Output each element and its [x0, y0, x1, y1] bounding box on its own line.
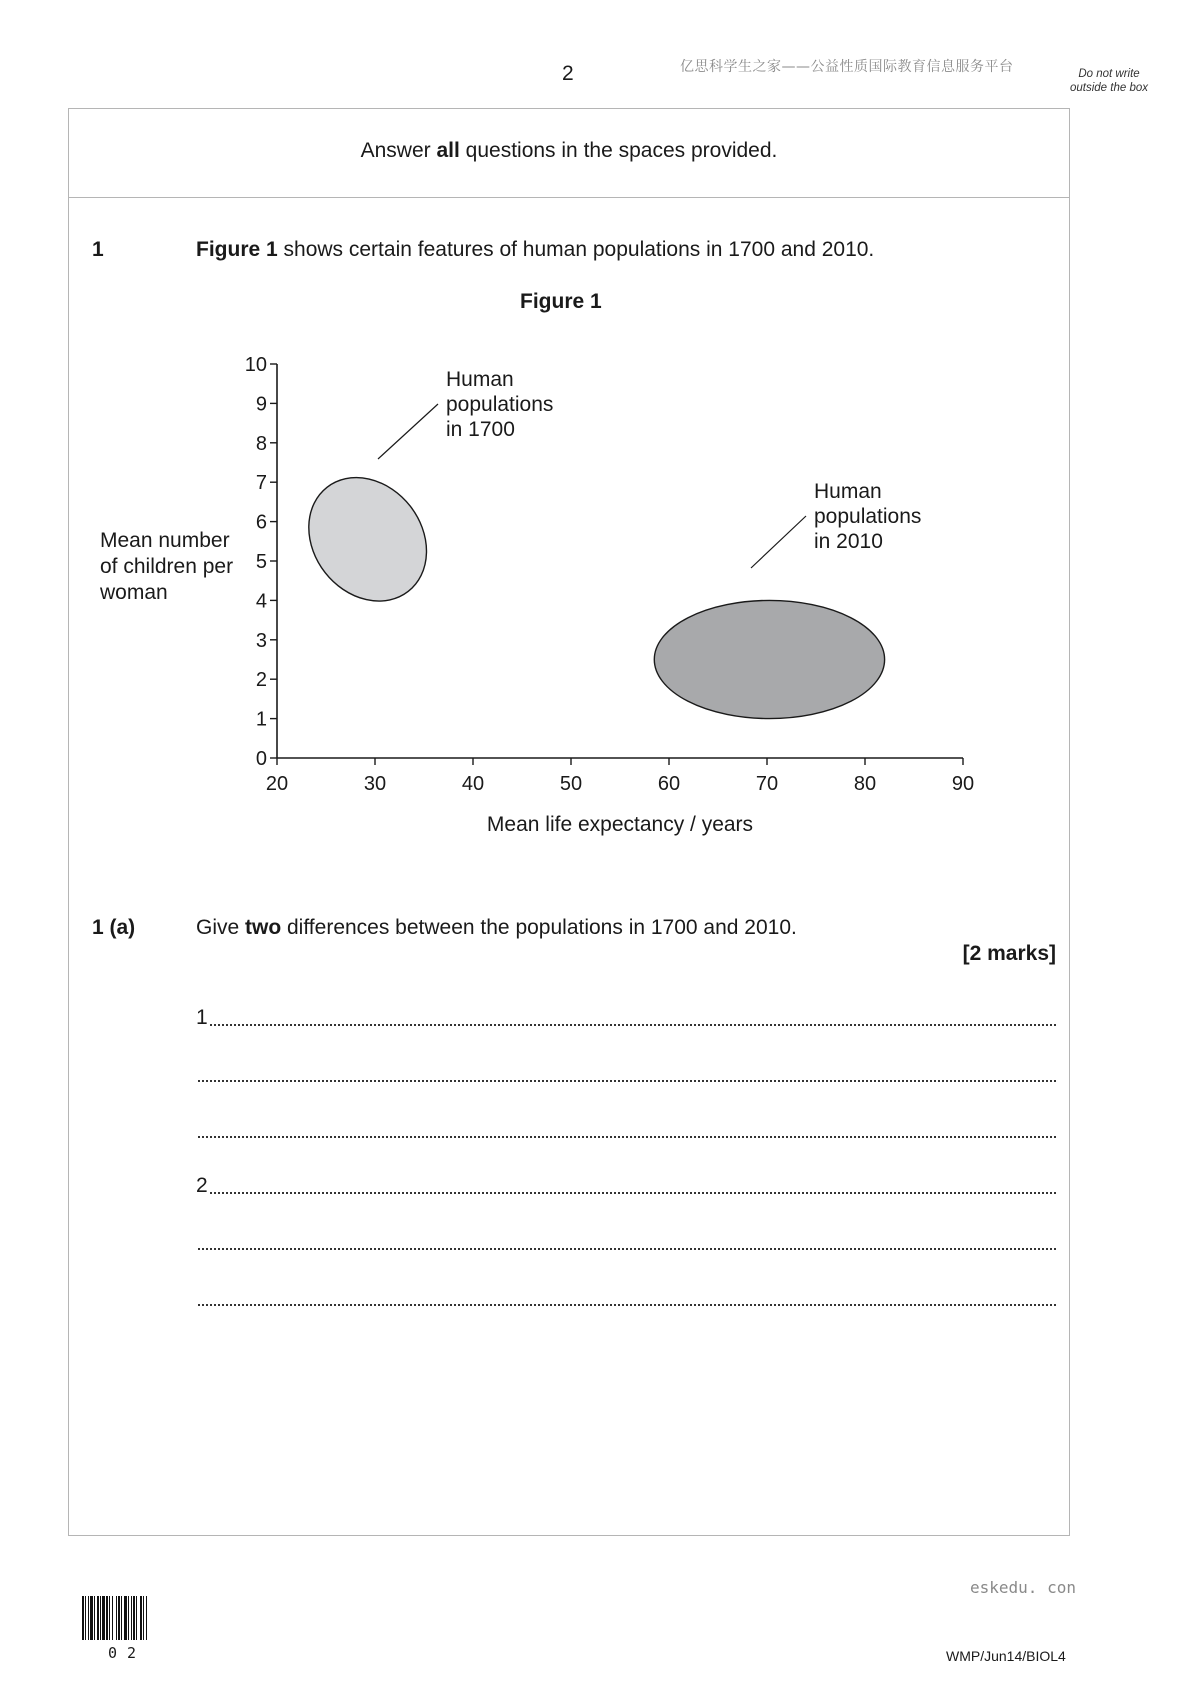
instructions [68, 139, 1070, 163]
barcode-bar [106, 1596, 108, 1640]
annotation-label: populations [814, 505, 922, 528]
y-tick-label: 3 [255, 629, 267, 652]
margin-note: Do not write outside the box [1069, 68, 1148, 94]
answer-line-dots [198, 1062, 1056, 1082]
barcode [82, 1596, 178, 1645]
question-1-number: 1 [92, 238, 104, 261]
annotation-label: Human [814, 480, 882, 503]
x-tick-label: 60 [657, 773, 681, 795]
question-1a-bold: two [245, 916, 282, 939]
question-1a-before: Give [196, 916, 246, 939]
answer-line[interactable] [196, 1228, 1056, 1254]
marks-label: [2 marks] [962, 942, 1056, 965]
answer-line-number: 1 [196, 1006, 208, 1029]
figure-1-chart [230, 336, 1050, 871]
barcode-bar [109, 1596, 110, 1640]
barcode-graphic [82, 1596, 178, 1640]
annotation-label: in 1700 [446, 418, 515, 441]
y-tick-label: 7 [255, 472, 267, 495]
annotation-label: in 2010 [814, 530, 883, 553]
answer-line[interactable] [196, 1060, 1056, 1086]
page-number: 2 [562, 62, 574, 85]
question-1a-number: 1 (a) [92, 916, 136, 939]
barcode-bar [140, 1596, 142, 1640]
population-ellipse-1700 [284, 454, 450, 625]
header-watermark: 亿思科学生之家——公益性质国际教育信息服务平台 [680, 59, 1014, 75]
barcode-bar [124, 1596, 127, 1640]
x-tick-label: 70 [755, 773, 779, 795]
barcode-bar [82, 1596, 84, 1640]
answer-line-number: 2 [196, 1174, 208, 1197]
barcode-bar [116, 1596, 117, 1640]
instructions-suffix: questions in the spaces provided. [459, 139, 778, 162]
instructions-prefix: Answer [360, 139, 437, 162]
x-tick-label: 80 [853, 773, 877, 795]
answer-line[interactable] [196, 1284, 1056, 1310]
y-tick-label: 1 [255, 708, 267, 731]
y-tick-label: 6 [255, 511, 267, 534]
x-axis-label: Mean life expectancy / years [486, 813, 754, 836]
question-1-figure-ref: Figure 1 [196, 238, 278, 261]
document-code: WMP/Jun14/BIOL4 [946, 1648, 1066, 1664]
y-tick-label: 2 [255, 669, 267, 692]
annotation-label: Human [446, 368, 514, 391]
figure-title: Figure 1 [520, 290, 602, 313]
annotation-label: populations [446, 393, 554, 416]
y-tick-label: 8 [255, 432, 267, 455]
question-1-rest: shows certain features of human populations in 1700 and 2010. [277, 238, 875, 261]
barcode-bar [94, 1596, 95, 1640]
instructions-divider [68, 197, 1070, 198]
answer-line-dots [198, 1230, 1056, 1250]
question-1a-text [196, 916, 797, 940]
barcode-bar [128, 1596, 129, 1640]
answer-line-dots [198, 1286, 1056, 1306]
x-tick-label: 30 [363, 773, 387, 795]
answer-line-dots [210, 1006, 1056, 1026]
barcode-bar [146, 1596, 147, 1640]
x-tick-label: 50 [559, 773, 583, 795]
barcode-bar [97, 1596, 99, 1640]
barcode-text: 02 [108, 1644, 147, 1662]
barcode-bar [100, 1596, 101, 1640]
x-tick-label: 40 [461, 773, 485, 795]
barcode-bar [136, 1596, 137, 1640]
y-tick-label: 0 [255, 748, 267, 770]
y-tick-label: 5 [255, 551, 267, 573]
barcode-bar [88, 1596, 89, 1640]
barcode-bar [133, 1596, 135, 1640]
y-tick-label: 9 [255, 393, 267, 416]
annotation-leader-line [378, 404, 438, 459]
y-tick-label: 4 [255, 590, 267, 613]
answer-line-dots [198, 1118, 1056, 1138]
barcode-bar [143, 1596, 144, 1640]
barcode-bar [118, 1596, 120, 1640]
y-tick-label: 10 [244, 354, 267, 376]
barcode-bar [112, 1596, 113, 1640]
answer-line[interactable] [196, 1116, 1056, 1142]
instructions-bold: all [436, 139, 460, 162]
annotation-leader-line [751, 516, 806, 568]
chart-svg [230, 336, 1050, 866]
barcode-bar [131, 1596, 132, 1640]
barcode-bar [102, 1596, 105, 1640]
y-axis-label: Mean number of children per woman [100, 529, 234, 604]
barcode-bar [85, 1596, 86, 1640]
barcode-bar [121, 1596, 122, 1640]
answer-line[interactable] [196, 1004, 1056, 1030]
population-ellipse-2010 [654, 600, 884, 718]
x-tick-label: 20 [265, 773, 289, 795]
barcode-bar [90, 1596, 93, 1640]
question-1a-after: differences between the populations in 1700 and 2010. [281, 916, 797, 939]
answer-line[interactable] [196, 1172, 1056, 1198]
answer-line-dots [210, 1174, 1056, 1194]
question-1-text [196, 238, 874, 262]
x-tick-label: 90 [951, 773, 975, 795]
footer-watermark: eskedu. con [970, 1578, 1076, 1597]
